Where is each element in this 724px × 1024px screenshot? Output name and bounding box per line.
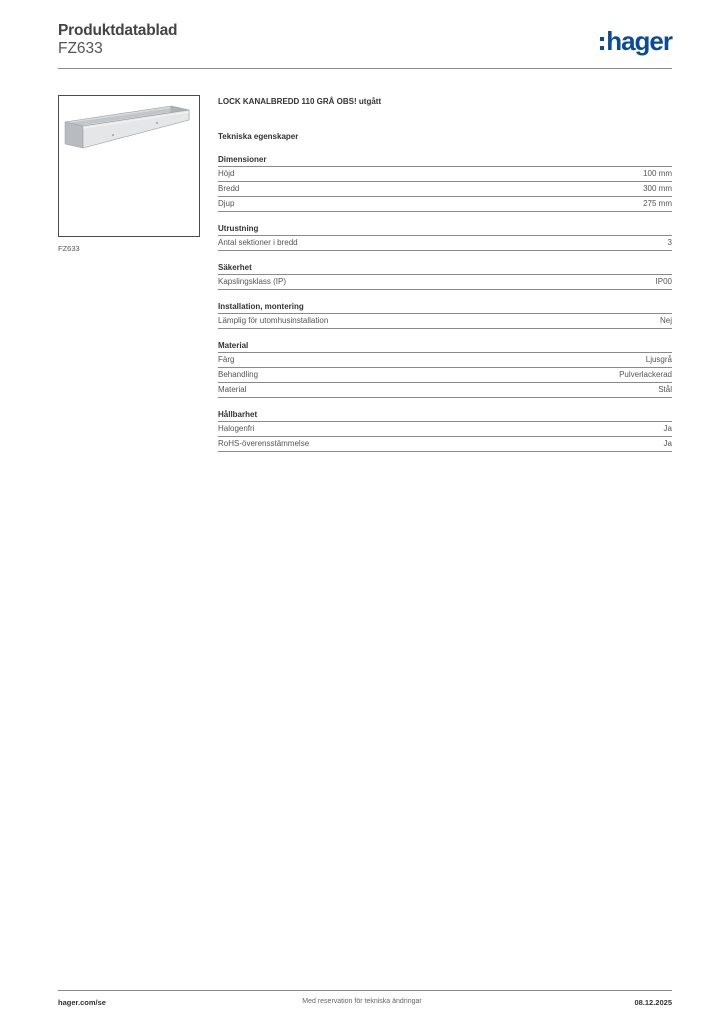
logo-dots-icon [600, 37, 604, 50]
section-dimensions [218, 154, 672, 212]
product-name: LOCK KANALBREDD 110 GRÅ OBS! utgått [218, 97, 382, 106]
property-row [218, 236, 672, 251]
footer-notice: Med reservation för tekniska ändringar [302, 998, 422, 1005]
section-sustainability [218, 409, 672, 452]
section-title: Hållbarhet [218, 409, 672, 422]
property-row [218, 383, 672, 398]
property-label: Lämplig för utomhusinstallation [218, 316, 329, 325]
page-header [58, 22, 672, 68]
section-installation [218, 301, 672, 329]
section-title: Säkerhet [218, 262, 672, 275]
section-title: Utrustning [218, 223, 672, 236]
property-value: Ja [663, 439, 672, 448]
property-label: RoHS-överensstämmelse [218, 439, 310, 448]
property-label: Kapslingsklass (IP) [218, 277, 287, 286]
property-row [218, 167, 672, 182]
property-value: Nej [659, 316, 672, 325]
property-row [218, 353, 672, 368]
property-row [218, 275, 672, 290]
section-equipment [218, 223, 672, 251]
property-row [218, 197, 672, 212]
logo-text: hager [606, 26, 672, 56]
footer-date: 08.12.2025 [634, 998, 672, 1007]
property-label: Färg [218, 355, 235, 364]
property-value: 100 mm [643, 169, 672, 178]
product-code: FZ633 [58, 40, 103, 57]
property-row [218, 422, 672, 437]
property-label: Antal sektioner i bredd [218, 238, 298, 247]
property-value: IP00 [655, 277, 672, 286]
property-label: Höjd [218, 169, 235, 178]
property-label: Halogenfri [218, 424, 255, 433]
property-row [218, 182, 672, 197]
property-value: Ljusgrå [645, 355, 672, 364]
section-title: Dimensioner [218, 154, 672, 167]
property-value: Stål [658, 385, 672, 394]
section-title: Material [218, 340, 672, 353]
hager-logo [600, 28, 672, 54]
product-image-caption: FZ633 [58, 244, 80, 253]
section-material [218, 340, 672, 398]
property-label: Djup [218, 199, 235, 208]
property-row [218, 368, 672, 383]
property-value: 3 [667, 238, 672, 247]
property-value: 275 mm [643, 199, 672, 208]
property-label: Bredd [218, 184, 240, 193]
property-label: Behandling [218, 370, 259, 379]
product-image [59, 96, 199, 236]
property-value: 300 mm [643, 184, 672, 193]
product-details [218, 96, 672, 452]
property-label: Material [218, 385, 247, 394]
property-row [218, 314, 672, 329]
document-title: Produktdatablad [58, 22, 178, 39]
footer-divider [58, 990, 672, 991]
section-title: Installation, montering [218, 301, 672, 314]
property-value: Ja [663, 424, 672, 433]
header-divider [58, 68, 672, 69]
property-row [218, 437, 672, 452]
property-value: Pulverlackerad [619, 370, 672, 379]
product-image-frame [58, 95, 200, 237]
section-safety [218, 262, 672, 290]
footer-website-link[interactable]: hager.com/se [58, 998, 106, 1007]
properties-heading: Tekniska egenskaper [218, 132, 299, 141]
